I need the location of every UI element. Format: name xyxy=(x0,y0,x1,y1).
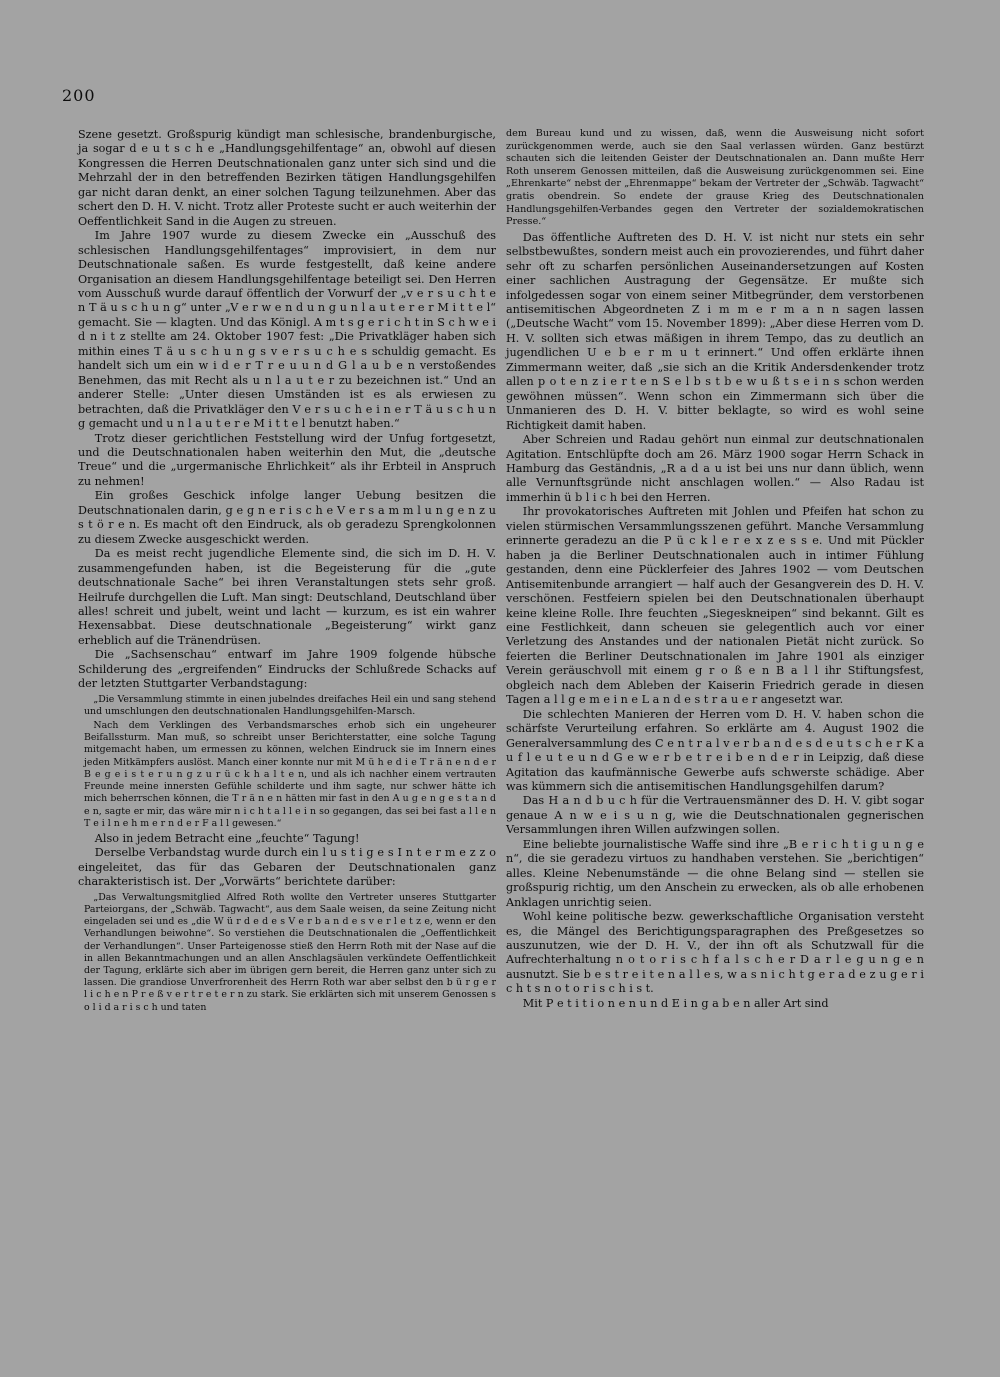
paragraph: Da es meist recht jugendliche Elemente sind, die sich im D. H. V. zusammengefunden haben, ist die Begeisterung für die „gute deutschnationale Sache“ bei ihren Veranstaltungen stets sehr groß. Heilrufe durchgellen die Luft. Man singt: Deutschland, Deutschland über alles! schreit und jubelt, weint und lacht — kurzum, es ist ein wahrer Hexensabbat. Diese deutschnationale „Begeisterung“ wirkt ganz erheblich auf die Tränendrüsen. xyxy=(78,547,496,647)
paragraph: Trotz dieser gerichtlichen Feststellung wird der Unfug fortgesetzt, und die Deutschnationalen haben weiterhin den Mut, die „deutsche Treue“ und die „urgermanische Ehrlichkeit“ als ihr Erbteil in Anspruch zu nehmen! xyxy=(78,431,496,488)
quote-paragraph: „Die Versammlung stimmte in einen jubelndes dreifaches Heil ein und sang stehend und umschlungen den deutschnationalen Handlungsgehilfen-Marsch. xyxy=(84,693,496,717)
right-column xyxy=(506,128,924,1011)
quote-paragraph: Nach dem Verklingen des Verbandsmarsches erhob sich ein ungeheurer Beifallssturm. Man muß, so schreibt unser Berichterstatter, eine solche Tagung mitgemacht haben, um ermessen zu können, welchen Eindruck sie im Innern eines jeden Mitkämpfers auslöst. Manch einer konnte nur mit M ü h e d i e T r ä n e n d e r B e g e i s t e r u n g z u r ü c k h a l t e n, und als ich nachher einem vertrauten Freunde meine innersten Gefühle schilderte und ihm sagte, nur schwer hätte ich mich beherrschen können, die T r ä n e n hätten mir fast in den A u g e n g e s t a n d e n, sagte er mir, das wäre mir n i c h t a l l e i n so gegangen, das sei bei fast a l l e n T e i l n e h m e r n d e r F a l l gewesen.“ xyxy=(84,720,496,829)
left-column xyxy=(78,128,496,1016)
paragraph: Ein großes Geschick infolge langer Uebung besitzen die Deutschnationalen darin, g e g n e r i s c h e V e r s a m m l u n g e n z u s t ö r e n. Es macht oft den Eindruck, als ob geradezu Sprengkolonnen zu diesem Zwecke ausgeschickt werden. xyxy=(78,489,496,546)
paragraph: Die schlechten Manieren der Herren vom D. H. V. haben schon die schärfste Verurteilung erfahren. So erklärte am 4. August 1902 die Generalversammlung des C e n t r a l v e r b a n d e s d e u t s c h e r K a u f l e u t e u n d G e w e r b e t r e i b e n d e r in Leipzig, daß diese Agitation das kaufmännische Gewerbe aufs schwerste schädige. Aber was kümmern sich die antisemitischen Handlungsgehilfen darum? xyxy=(506,707,924,793)
paragraph: Im Jahre 1907 wurde zu diesem Zwecke ein „Ausschuß des schlesischen Handlungsgehilfentages“ improvisiert, in dem nur Deutschnationale saßen. Es wurde festgestellt, daß keine andere Organisation an diesem Handlungsgehilfentage beteiligt sei. Den Herren vom Ausschuß wurde darauf öffentlich der Vorwurf der „v e r s u c h t e n T ä u s c h u n g“ unter „V e r w e n d u n g u n l a u t e r e r M i t t e l“ gemacht. Sie — klagten. Und das Königl. A m t s g e r i c h t in S c h w e i d n i t z stellte am 24. Oktober 1907 fest: „Die Privatkläger haben sich mithin eines T ä u s c h u n g s v e r s u c h e s schuldig gemacht. Es handelt sich um ein w i d e r T r e u u n d G l a u b e n verstoßendes Benehmen, das mit Recht als u n l a u t e r zu bezeichnen ist.“ Und an anderer Stelle: „Unter diesen Umständen ist es als erwiesen zu betrachten, daß die Privatkläger den V e r s u c h e i n e r T ä u s c h u n g gemacht und u n l a u t e r e M i t t e l benutzt haben.“ xyxy=(78,229,496,431)
paragraph: Mit P e t i t i o n e n u n d E i n g a b e n aller Art sind xyxy=(522,996,829,1010)
paragraph: Also in jedem Betracht eine „feuchte“ Tagung! xyxy=(94,831,360,845)
paragraph: Ihr provokatorisches Auftreten mit Johlen und Pfeifen hat schon zu vielen stürmischen Versammlungsszenen geführt. Manche Versammlung erinnerte geradezu an die P ü c k l e r e x z e s s e. Und mit Pückler haben ja die Berliner Deutschnationalen auch in intimer Fühlung gestanden, denn eine Pücklerfeier des Jahres 1902 — vom Deutschen Antisemitenbunde arrangiert — half auch der Gesangverein des D. H. V. verschönen. Festfeiern spielen bei den Deutschnationalen überhaupt keine kleine Rolle. Ihre feuchten „Siegeskneipen“ sind bekannt. Gilt es eine Festlichkeit, dann scheuen sie gelegentlich auch vor einer Verletzung des Anstandes und der nationalen Pietät nicht zurück. So feierten die Berliner Deutschnationalen im Jahre 1901 als einziger Verein geräuschvoll mit einem g r o ß e n B a l l ihr Stiftungsfest, obgleich nach dem Ableben der Kaiserin Friedrich gerade in diesen Tagen a l l g e m e i n e L a n d e s t r a u e r angesetzt war. xyxy=(506,505,924,707)
page-number: 200 xyxy=(62,86,96,105)
paragraph: Wohl keine politische bezw. gewerkschaftliche Organisation versteht es, die Mängel des Berichtigungsparagraphen des Preßgesetzes so auszunutzen, wie der D. H. V., der ihn oft als Schutzwall für die Aufrechterhaltung n o t o r i s c h f a l s c h e r D a r l e g u n g e n ausnutzt. Sie b e s t r e i t e n a l l e s, w a s n i c h t g e r a d e z u g e r i c h t s n o t o r i s c h i s t. xyxy=(506,910,924,996)
paragraph: Das H a n d b u c h für die Vertrauensmänner des D. H. V. gibt sogar genaue A n w e i s u n g, wie die Deutschnationalen gegnerischen Versammlungen ihren Willen aufzwingen sollen. xyxy=(506,794,924,837)
paragraph: Das öffentliche Auftreten des D. H. V. ist nicht nur stets ein sehr selbstbewußtes, sondern meist auch ein provozierendes, und führt daher sehr oft zu scharfen persönlichen Auseinandersetzungen auf Kosten einer sachlichen Austragung der Gegensätze. Er mußte sich infolgedessen sogar von einem seiner Mitbegründer, dem verstorbenen antisemitischen Abgeordneten Z i m m e r m a n n sagen lassen („Deutsche Wacht“ vom 15. November 1899): „Aber diese Herren vom D. H. V. sollten sich etwas mäßigen in ihrem Tempo, das zu deutlich an jugendlichen U e b e r m u t erinnert.“ Und offen erklärte ihnen Zimmermann weiter, daß „sie sich an die Kritik Andersdenkender trotz allen p o t e n z i e r t e n S e l b s t b e w u ß t s e i n s schon werden gewöhnen müssen“. Wenn schon ein Zimmermann sich über die Unmanieren des D. H. V. bitter beklagte, so wird es wohl seine Richtigkeit damit haben. xyxy=(506,230,924,432)
quote-paragraph: dem Bureau kund und zu wissen, daß, wenn die Ausweisung nicht sofort zurückgenommen werde, auch sie den Saal verlassen würden. Ganz bestürzt schauten sich die leitenden Geister der Deutschnationalen an. Dann mußte Herr Roth unserem Genossen mitteilen, daß die Ausweisung zurückgenommen sei. Eine „Ehrenkarte“ nebst der „Ehrenmappe“ bekam der Vertreter der „Schwäb. Tagwacht“ gratis obendrein. So endete der grause Krieg des Deutschnationalen Handlungsgehilfen-Verbandes gegen den Vertreter der sozialdemokratischen Presse.“ xyxy=(506,128,924,228)
quote-paragraph: „Das Verwaltungsmitglied Alfred Roth wollte den Vertreter unseres Stuttgarter Parteiorgans, der „Schwäb. Tagwacht“, aus dem Saale weisen, da seine Zeitung nicht eingeladen sei und es „die W ü r d e d e s V e r b a n d e s v e r l e t z e, wenn er den Verhandlungen beiwohne“. So verstiehen die Deutschnationalen die „Oeffentlichkeit der Verhandlungen“. Unser Parteigenosse stieß den Herrn Roth mit der Nase auf die in allen Bekanntmachungen und an allen Anschlagsäulen verkündete Oeffentlichkeit der Tagung, erklärte sich aber im übrigen gern bereit, die Herren ganz unter sich zu lassen. Die grandiose Unverfrorenheit des Herrn Roth war aber selbst den b ü r g e r l i c h e n P r e ß v e r t r e t e r n zu stark. Sie erklärten sich mit unserem Genossen s o l i d a r i s c h und taten xyxy=(84,891,496,1013)
paragraph: Eine beliebte journalistische Waffe sind ihre „B e r i c h t i g u n g e n“, die sie geradezu virtuos zu handhaben verstehen. Sie „berichtigen“ alles. Kleine Nebenumstände — die ohne Belang sind — stellen sie großspurig richtig, um den Anschein zu erwecken, als ob alle erhobenen Anklagen unrichtig seien. xyxy=(506,837,924,909)
paragraph: Aber Schreien und Radau gehört nun einmal zur deutschnationalen Agitation. Entschlüpfte doch am 26. März 1900 sogar Herrn Schack in Hamburg das Geständnis, „R a d a u ist bei uns nur dann üblich, wenn alle Vernunftsgründe nicht anschlagen wollen.“ — Also Radau ist immerhin ü b l i c h bei den Herren. xyxy=(506,433,924,504)
paragraph: Die „Sachsenschau“ entwarf im Jahre 1909 folgende hübsche Schilderung des „ergreifenden“ Eindrucks der Schlußrede Schacks auf der letzten Stuttgarter Verbandstagung: xyxy=(78,648,496,691)
paragraph: Derselbe Verbandstag wurde durch ein l u s t i g e s I n t e r m e z z o eingeleitet, das für das Gebaren der Deutschnationalen ganz charakteristisch ist. Der „Vorwärts“ berichtete darüber: xyxy=(78,846,496,889)
paragraph: Szene gesetzt. Großspurig kündigt man schlesische, brandenburgische, ja sogar d e u t s c h e „Handlungsgehilfentage“ an, obwohl auf diesen Kongressen die Herren Deutschnationalen ganz unter sich sind und die Mehrzahl der in den betreffenden Bezirken tätigen Handlungsgehilfen gar nicht daran denkt, an einer solchen Tagung teilzunehmen. Aber das schert den D. H. V. nicht. Trotz aller Proteste sucht er auch weiterhin der Oeffentlichkeit Sand in die Augen zu streuen. xyxy=(78,128,496,228)
